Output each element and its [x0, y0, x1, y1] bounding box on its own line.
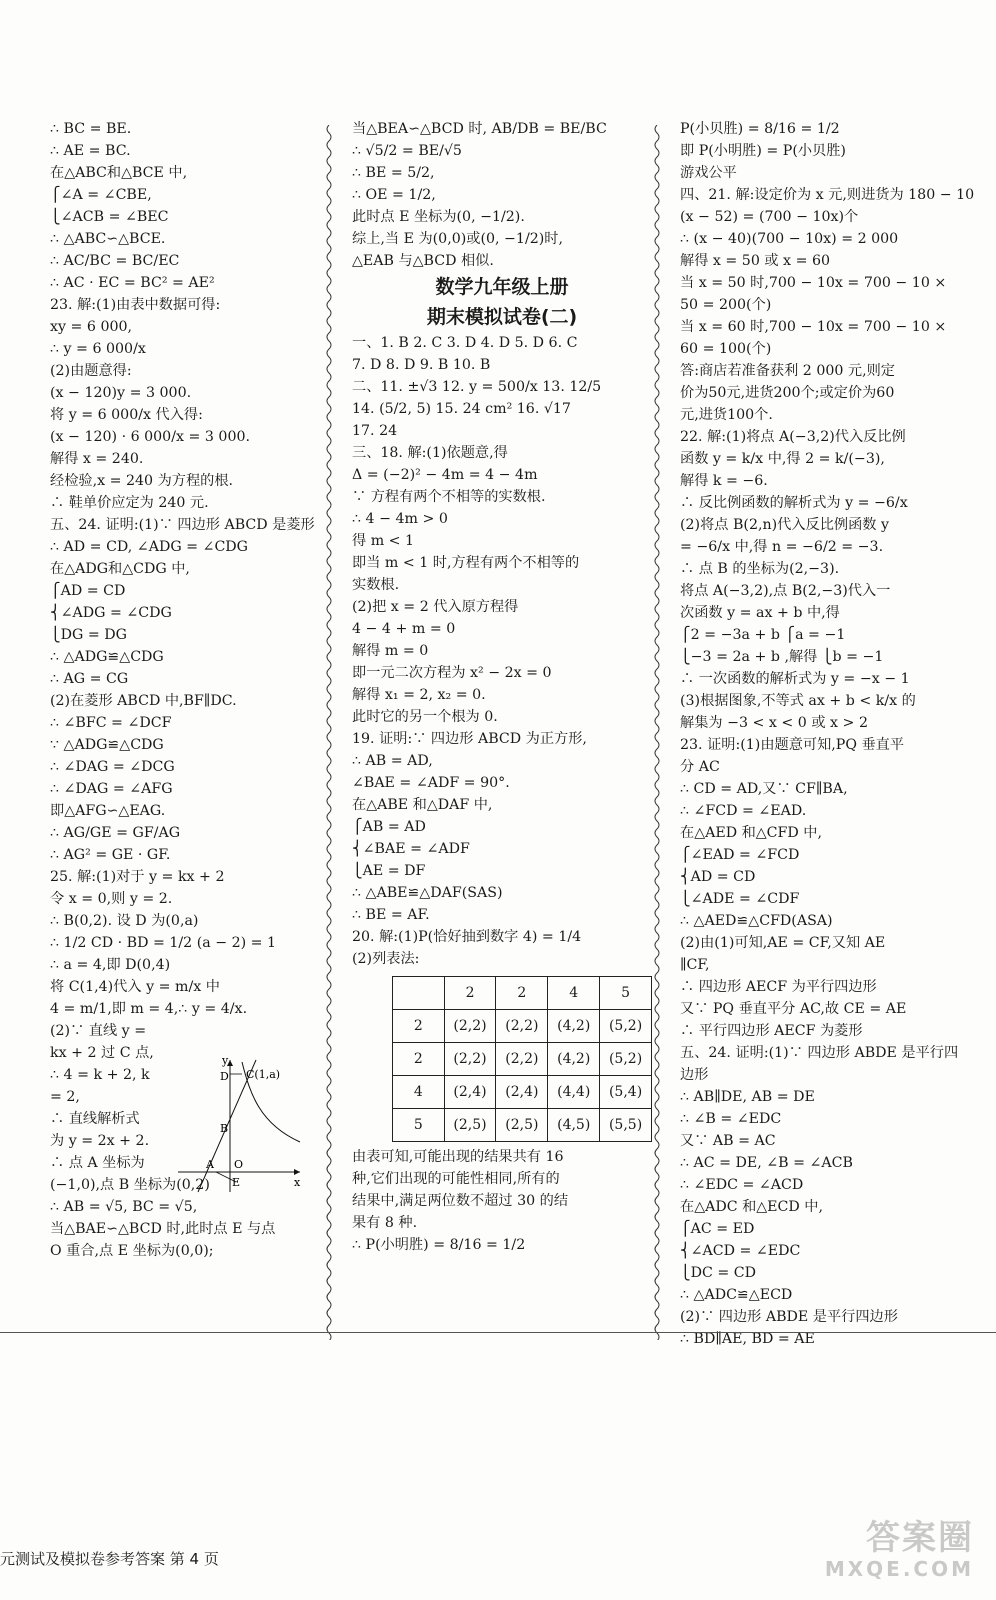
answer-line: ∴ AE = BC. [50, 143, 131, 159]
answer-line: (2)列表法: [352, 951, 420, 967]
answer-line: ∴ CD = AD,又∵ CF∥BA, [680, 781, 848, 797]
answer-line: 解得 k = −6. [680, 473, 768, 489]
answer-line: ∴ AG/GE = GF/AG [50, 825, 181, 841]
answer-line: ∴ AB∥DE, AB = DE [680, 1089, 815, 1105]
answer-line: 当△BAE∽△BCD 时,此时点 E 与点 [50, 1221, 276, 1237]
answer-line: ⎨∠ACD = ∠EDC [680, 1243, 801, 1259]
answer-line: 4 − 4 + m = 0 [352, 621, 456, 637]
page-bottom-rule [0, 1332, 996, 1333]
wavy-divider-left [324, 125, 334, 1340]
answer-line: ⎩∠ADE = ∠CDF [680, 891, 800, 907]
answer-line: (x − 120) · 6 000/x = 3 000. [50, 429, 251, 445]
answer-line: ∴ AG² = GE · GF. [50, 847, 171, 863]
answer-line: ∴ BC = BE. [50, 121, 132, 137]
answer-line: 19. 证明:∵ 四边形 ABCD 为正方形, [352, 731, 587, 747]
answer-line: ∴ 点 A 坐标为 [50, 1155, 145, 1171]
answer-line: 此时它的另一个根为 0. [352, 709, 498, 725]
answer-line: 4 = m/1,即 m = 4,∴ y = 4/x. [50, 1001, 248, 1017]
table-cell: (2,4) [496, 1076, 548, 1109]
table-cell: 2 [393, 1043, 445, 1076]
answer-line: 22. 解:(1)将点 A(−3,2)代入反比例 [680, 429, 906, 445]
table-cell: 2 [393, 1010, 445, 1043]
answer-line: 在△ADG和△CDG 中, [50, 561, 190, 577]
answer-line: 20. 解:(1)P(恰好抽到数字 4) = 1/4 [352, 929, 582, 945]
answer-line: 综上,当 E 为(0,0)或(0, −1/2)时, [352, 231, 563, 247]
answer-line: 在△ABE 和△DAF 中, [352, 797, 493, 813]
answer-line: 此时点 E 坐标为(0, −1/2). [352, 209, 525, 225]
answer-line: ⎧∠A = ∠CBE, [50, 187, 152, 203]
answer-line: ∴ OE = 1/2, [352, 187, 436, 203]
answer-line: ⎨AD = CD [680, 869, 756, 885]
table-cell: (2,4) [444, 1076, 496, 1109]
answer-line: 一、1. B 2. C 3. D 4. D 5. D 6. C [352, 335, 578, 351]
answer-line: 次函数 y = ax + b 中,得 [680, 605, 840, 621]
answer-line: ∴ a = 4,即 D(0,4) [50, 957, 171, 973]
answer-line: (x − 120)y = 3 000. [50, 385, 192, 401]
answer-line: 解得 x₁ = 2, x₂ = 0. [352, 687, 486, 703]
answer-line: (2)由(1)可知,AE = CF,又知 AE [680, 935, 886, 951]
answer-line: ∴ AC = DE, ∠B = ∠ACB [680, 1155, 853, 1171]
answer-line: 又∵ PQ 垂直平分 AC,故 CE = AE [680, 1001, 907, 1017]
answer-line: 解得 m = 0 [352, 643, 429, 659]
answer-line: (−1,0),点 B 坐标为(0,2) [50, 1177, 210, 1193]
table-row [393, 1076, 652, 1109]
section-title: 期末模拟试卷(二) [426, 306, 578, 328]
answer-line: 在△ABC和△BCE 中, [50, 165, 188, 181]
answer-line: 60 = 100(个) [680, 341, 772, 357]
table-cell: (5,5) [600, 1109, 652, 1142]
answer-line: ∴ BE = AF. [352, 907, 430, 923]
answer-line: 种,它们出现的可能性相同,所有的 [352, 1171, 560, 1187]
watermark-url: MXQE.COM [824, 1557, 974, 1581]
probability-table [392, 976, 652, 1142]
answer-line: ∴ AC/BC = BC/EC [50, 253, 180, 269]
table-cell: (5,2) [600, 1043, 652, 1076]
answer-line: ⎧∠EAD = ∠FCD [680, 847, 800, 863]
answer-line: ⎨∠BAE = ∠ADF [352, 841, 470, 857]
answer-line: 将 y = 6 000/x 代入得: [50, 407, 203, 423]
answer-line: 当 x = 50 时,700 − 10x = 700 − 10 × [680, 275, 947, 291]
answer-line: ∴ AB = √5, BC = √5, [50, 1199, 198, 1215]
answer-line: ⎨∠ADG = ∠CDG [50, 605, 172, 621]
answer-line: O 重合,点 E 坐标为(0,0); [50, 1243, 214, 1259]
answer-line: = 2, [50, 1089, 80, 1105]
answer-line: ∴ ∠BFC = ∠DCF [50, 715, 172, 731]
answer-line: ∴ 点 B 的坐标为(2,−3). [680, 561, 840, 577]
answer-line: (x − 52) = (700 − 10x)个 [680, 209, 859, 225]
table-cell: (2,2) [444, 1043, 496, 1076]
answer-line: (3)根据图象,不等式 ax + b < k/x 的 [680, 693, 916, 709]
answer-line: 解集为 −3 < x < 0 或 x > 2 [680, 715, 868, 731]
answer-line: ⎧AB = AD [352, 819, 426, 835]
answer-line: (2)在菱形 ABCD 中,BF∥DC. [50, 693, 237, 709]
answer-line: ∴ AC · EC = BC² = AE² [50, 275, 215, 291]
answer-line: ∴ AD = CD, ∠ADG = ∠CDG [50, 539, 249, 555]
graph-label-d: D [220, 1070, 229, 1083]
answer-line: 由表可知,可能出现的结果共有 16 [352, 1149, 564, 1165]
answer-line: 分 AC [680, 759, 720, 775]
answer-line: = −6/x 中,得 n = −6/2 = −3. [680, 539, 884, 555]
answer-line: ∥CF, [680, 957, 710, 973]
answer-line: 三、18. 解:(1)依题意,得 [352, 445, 508, 461]
answer-line: 函数 y = k/x 中,得 2 = k/(−3), [680, 451, 885, 467]
table-cell: (2,2) [444, 1010, 496, 1043]
table-cell: (4,4) [548, 1076, 600, 1109]
answer-line: ∴ △ABC∽△BCE. [50, 231, 166, 247]
answer-line: (2)∵ 直线 y = [50, 1023, 147, 1039]
answer-line: ∴ y = 6 000/x [50, 341, 146, 357]
answer-line: 令 x = 0,则 y = 2. [50, 891, 173, 907]
answer-line: ⎧2 = −3a + b ⎧a = −1 [680, 627, 846, 643]
table-cell: (2,5) [444, 1109, 496, 1142]
answer-line: ∴ 1/2 CD · BD = 1/2 (a − 2) = 1 [50, 935, 277, 951]
answer-line: ∴ 鞋单价应定为 240 元. [50, 495, 209, 511]
answer-line: 50 = 200(个) [680, 297, 772, 313]
watermark-logo [804, 1518, 974, 1580]
answer-line: ∴ ∠DAG = ∠DCG [50, 759, 175, 775]
table-cell: 2 [444, 977, 496, 1010]
answer-line: 当△BEA∽△BCD 时, AB/DB = BE/BC [352, 121, 607, 137]
graph-label-c: C(1,a) [246, 1068, 281, 1081]
answer-line: 实数根. [352, 577, 400, 593]
table-cell: (4,5) [548, 1109, 600, 1142]
answer-line: 在△AED 和△CFD 中, [680, 825, 822, 841]
answer-line: ∴ BD∥AE, BD = AE [680, 1331, 815, 1347]
answer-line: 解得 x = 50 或 x = 60 [680, 253, 831, 269]
section-title: 数学九年级上册 [435, 276, 569, 298]
answer-line: 二、11. ±√3 12. y = 500/x 13. 12/5 [352, 379, 602, 395]
answer-line: ∴ B(0,2). 设 D 为(0,a) [50, 913, 199, 929]
answer-line: 价为50元,进货200个;或定价为60 [680, 385, 895, 401]
answer-line: 边形 [680, 1067, 709, 1083]
answer-line: 果有 8 种. [352, 1215, 418, 1231]
answer-line: ∴ 直线解析式 [50, 1111, 140, 1127]
graph-label-x: x [294, 1176, 301, 1189]
table-row [393, 1043, 652, 1076]
answer-line: 四、21. 解:设定价为 x 元,则进货为 180 − 10 [680, 187, 975, 203]
answer-line: 答:商店若准备获利 2 000 元,则定 [680, 363, 895, 379]
answer-line: P(小贝胜) = 8/16 = 1/2 [680, 121, 840, 137]
table-cell: (2,2) [496, 1043, 548, 1076]
answer-line: 25. 解:(1)对于 y = kx + 2 [50, 869, 225, 885]
answer-line: ∴ △AED≌△CFD(ASA) [680, 913, 833, 929]
answer-line: ∵ △ADG≌△CDG [50, 737, 164, 753]
answer-line: 将点 A(−3,2),点 B(2,−3)代入一 [680, 583, 891, 599]
graph-label-b: B [220, 1122, 229, 1135]
answer-line: 得 m < 1 [352, 533, 415, 549]
answer-line: 即△AFG∽△EAG. [50, 803, 166, 819]
answer-line: ⎩AE = DF [352, 863, 426, 879]
answer-line: ∴ (x − 40)(700 − 10x) = 2 000 [680, 231, 899, 247]
answer-line: ∴ △ADC≌△ECD [680, 1287, 793, 1303]
answer-line: 五、24. 证明:(1)∵ 四边形 ABDE 是平行四 [680, 1045, 959, 1061]
answer-line: ∴ ∠FCD = ∠EAD. [680, 803, 807, 819]
answer-line: 即一元二次方程为 x² − 2x = 0 [352, 665, 552, 681]
answer-line: ∴ △ADG≌△CDG [50, 649, 164, 665]
answer-line: ∴ ∠DAG = ∠AFG [50, 781, 173, 797]
answer-column-2 [352, 118, 652, 1256]
table-row [393, 1010, 652, 1043]
answer-line: ∴ ∠EDC = ∠ACD [680, 1177, 804, 1193]
answer-line: (2)把 x = 2 代入原方程得 [352, 599, 519, 615]
answer-line: ∴ BE = 5/2, [352, 165, 435, 181]
answer-line: 14. (5/2, 5) 15. 24 cm² 16. √17 [352, 401, 571, 417]
answer-line: ⎧AC = ED [680, 1221, 755, 1237]
graph-label-a: A [206, 1158, 214, 1171]
answer-line: 23. 证明:(1)由题意可知,PQ 垂直平 [680, 737, 905, 753]
answer-line: 元,进货100个. [680, 407, 773, 423]
answer-line: ⎩DC = CD [680, 1265, 757, 1281]
answer-line: (2)将点 B(2,n)代入反比例函数 y [680, 517, 889, 533]
answer-line: ∴ △ABE≌△DAF(SAS) [352, 885, 503, 901]
table-cell: 4 [548, 977, 600, 1010]
answer-line: ⎩∠ACB = ∠BEC [50, 209, 169, 225]
answer-line: ∴ ∠B = ∠EDC [680, 1111, 782, 1127]
table-cell: 2 [496, 977, 548, 1010]
answer-line: 解得 x = 240. [50, 451, 144, 467]
table-cell: 5 [600, 977, 652, 1010]
table-cell: (2,5) [496, 1109, 548, 1142]
answer-line: ∴ √5/2 = BE/√5 [352, 143, 462, 159]
answer-line: ⎧AD = CD [50, 583, 126, 599]
answer-line: ∴ 四边形 AECF 为平行四边形 [680, 979, 877, 995]
graph-label-y: y [222, 1054, 229, 1067]
answer-line: ∴ P(小明胜) = 8/16 = 1/2 [352, 1237, 526, 1253]
answer-line: 7. D 8. D 9. B 10. B [352, 357, 491, 373]
table-cell: (2,2) [496, 1010, 548, 1043]
table-cell: (4,2) [548, 1043, 600, 1076]
answer-line: ∴ AB = AD, [352, 753, 433, 769]
answer-line: 五、24. 证明:(1)∵ 四边形 ABCD 是菱形 [50, 517, 315, 533]
answer-line: ∴ 一次函数的解析式为 y = −x − 1 [680, 671, 910, 687]
table-cell: 5 [393, 1109, 445, 1142]
answer-line: 将 C(1,4)代入 y = m/x 中 [50, 979, 220, 995]
answer-line: (2)由题意得: [50, 363, 132, 379]
answer-line: 结果中,满足两位数不超过 30 的结 [352, 1193, 569, 1209]
answer-line: ∴ 平行四边形 AECF 为菱形 [680, 1023, 863, 1039]
answer-line: ⎩DG = DG [50, 627, 127, 643]
wavy-divider-right [652, 125, 662, 1340]
answer-line: ∴ 4 − 4m > 0 [352, 511, 448, 527]
page-footer: 元测试及模拟卷参考答案 第 4 页 [0, 1550, 219, 1568]
table-row [393, 977, 652, 1010]
answer-line: ∴ AG = CG [50, 671, 129, 687]
watermark-text: 答案圈 [866, 1518, 974, 1558]
answer-line: 17. 24 [352, 423, 398, 439]
answer-line: xy = 6 000, [50, 319, 133, 335]
answer-line: kx + 2 过 C 点, [50, 1045, 154, 1061]
function-graph [168, 1054, 308, 1194]
answer-line: 即 P(小明胜) = P(小贝胜) [680, 143, 846, 159]
answer-line: Δ = (−2)² − 4m = 4 − 4m [352, 467, 538, 483]
answer-line: ⎩−3 = 2a + b ,解得 ⎩b = −1 [680, 649, 884, 665]
answer-line: ∴ 4 = k + 2, k [50, 1067, 150, 1083]
answer-line: ∴ 反比例函数的解析式为 y = −6/x [680, 495, 908, 511]
answer-line: 经检验,x = 240 为方程的根. [50, 473, 234, 489]
answer-line: ∵ 方程有两个不相等的实数根. [352, 489, 546, 505]
answer-column-3 [680, 118, 980, 1350]
graph-label-o: O [234, 1158, 244, 1171]
table-row [393, 1109, 652, 1142]
table-cell [393, 977, 445, 1010]
answer-line: 为 y = 2x + 2. [50, 1133, 150, 1149]
answer-line: △EAB 与△BCD 相似. [352, 253, 494, 269]
table-cell: (5,4) [600, 1076, 652, 1109]
answer-line: 又∵ AB = AC [680, 1133, 776, 1149]
table-cell: (5,2) [600, 1010, 652, 1043]
table-cell: (4,2) [548, 1010, 600, 1043]
answer-line: (2)∵ 四边形 ABDE 是平行四边形 [680, 1309, 898, 1325]
answer-line: 即当 m < 1 时,方程有两个不相等的 [352, 555, 580, 571]
answer-line: 游戏公平 [680, 165, 737, 181]
graph-label-e: E [232, 1176, 241, 1189]
answer-line: ∠BAE = ∠ADF = 90°. [352, 775, 510, 791]
answer-line: 在△ADC 和△ECD 中, [680, 1199, 823, 1215]
answer-line: 当 x = 60 时,700 − 10x = 700 − 10 × [680, 319, 947, 335]
answer-line: 23. 解:(1)由表中数据可得: [50, 297, 221, 313]
table-cell: 4 [393, 1076, 445, 1109]
